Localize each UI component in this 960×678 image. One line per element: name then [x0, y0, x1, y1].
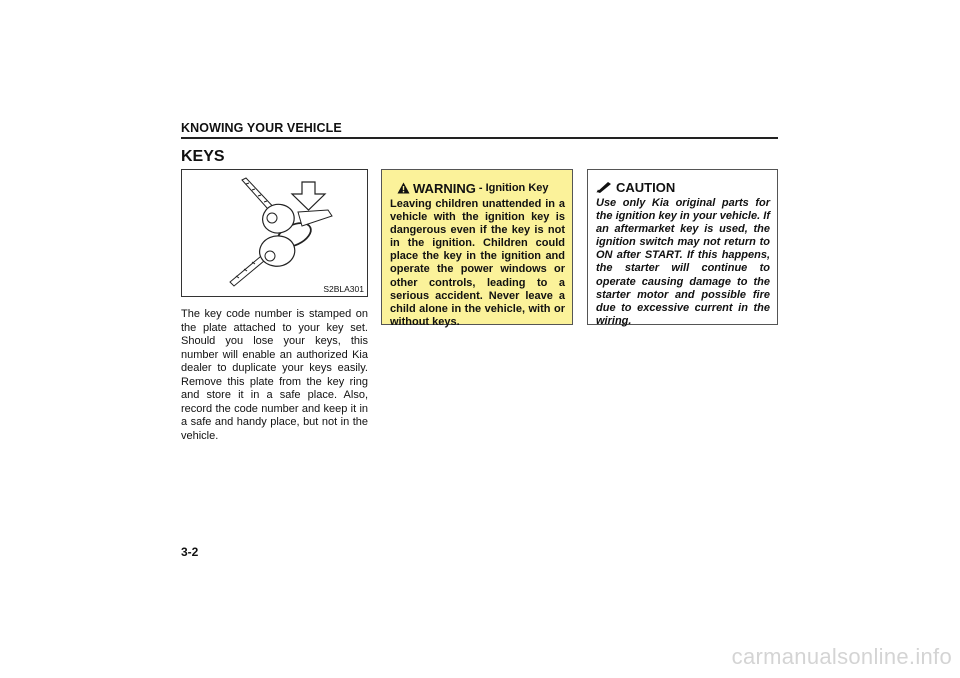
- keys-body-text: The key code number is stamped on the plate attached to your key set. Should you lose your keys, this number will enable an authorized Kia dealer to duplicate your keys easily. Remove this plate from the key ring and store it in a safe place. Also, record the code number and keep it in a safe and handy place, but not in the vehicle.: [181, 308, 368, 442]
- keys-heading: KEYS: [181, 148, 225, 165]
- caution-header: [596, 178, 770, 196]
- header-divider: [181, 137, 778, 139]
- caution-pencil-icon: [596, 181, 612, 193]
- caution-title: CAUTION: [616, 179, 676, 195]
- caution-text: Use only Kia original parts for the ignition key in your vehicle. If an aftermarket key is used, the ignition switch may not return to ON after START. If this happens, the starter will continue to operate causing damage to the starter motor and possible fire due to excessive current in the wiring.: [596, 197, 770, 327]
- warning-title: WARNING: [413, 180, 476, 196]
- section-header: KNOWING YOUR VEHICLE: [181, 121, 342, 135]
- warning-subtitle: - Ignition Key: [478, 182, 549, 194]
- warning-box: [381, 169, 573, 328]
- caution-box: [587, 169, 778, 325]
- page-number: 3-2: [181, 545, 199, 559]
- figure-code: S2BLA301: [323, 284, 364, 294]
- watermark: carmanualsonline.info: [731, 644, 952, 669]
- warning-text: Leaving children unattended in a vehicle with the ignition key is dangerous even if the key is not in the ignition. Children could place the key in the ignition and operate the power windows or other controls, leading to a serious accident. Never leave a child alone in the vehicle, with or without keys.: [390, 198, 565, 328]
- warning-header: [397, 179, 565, 197]
- warning-triangle-icon: [397, 182, 410, 194]
- keys-illustration: [181, 169, 368, 297]
- car-keys-icon: [182, 170, 369, 298]
